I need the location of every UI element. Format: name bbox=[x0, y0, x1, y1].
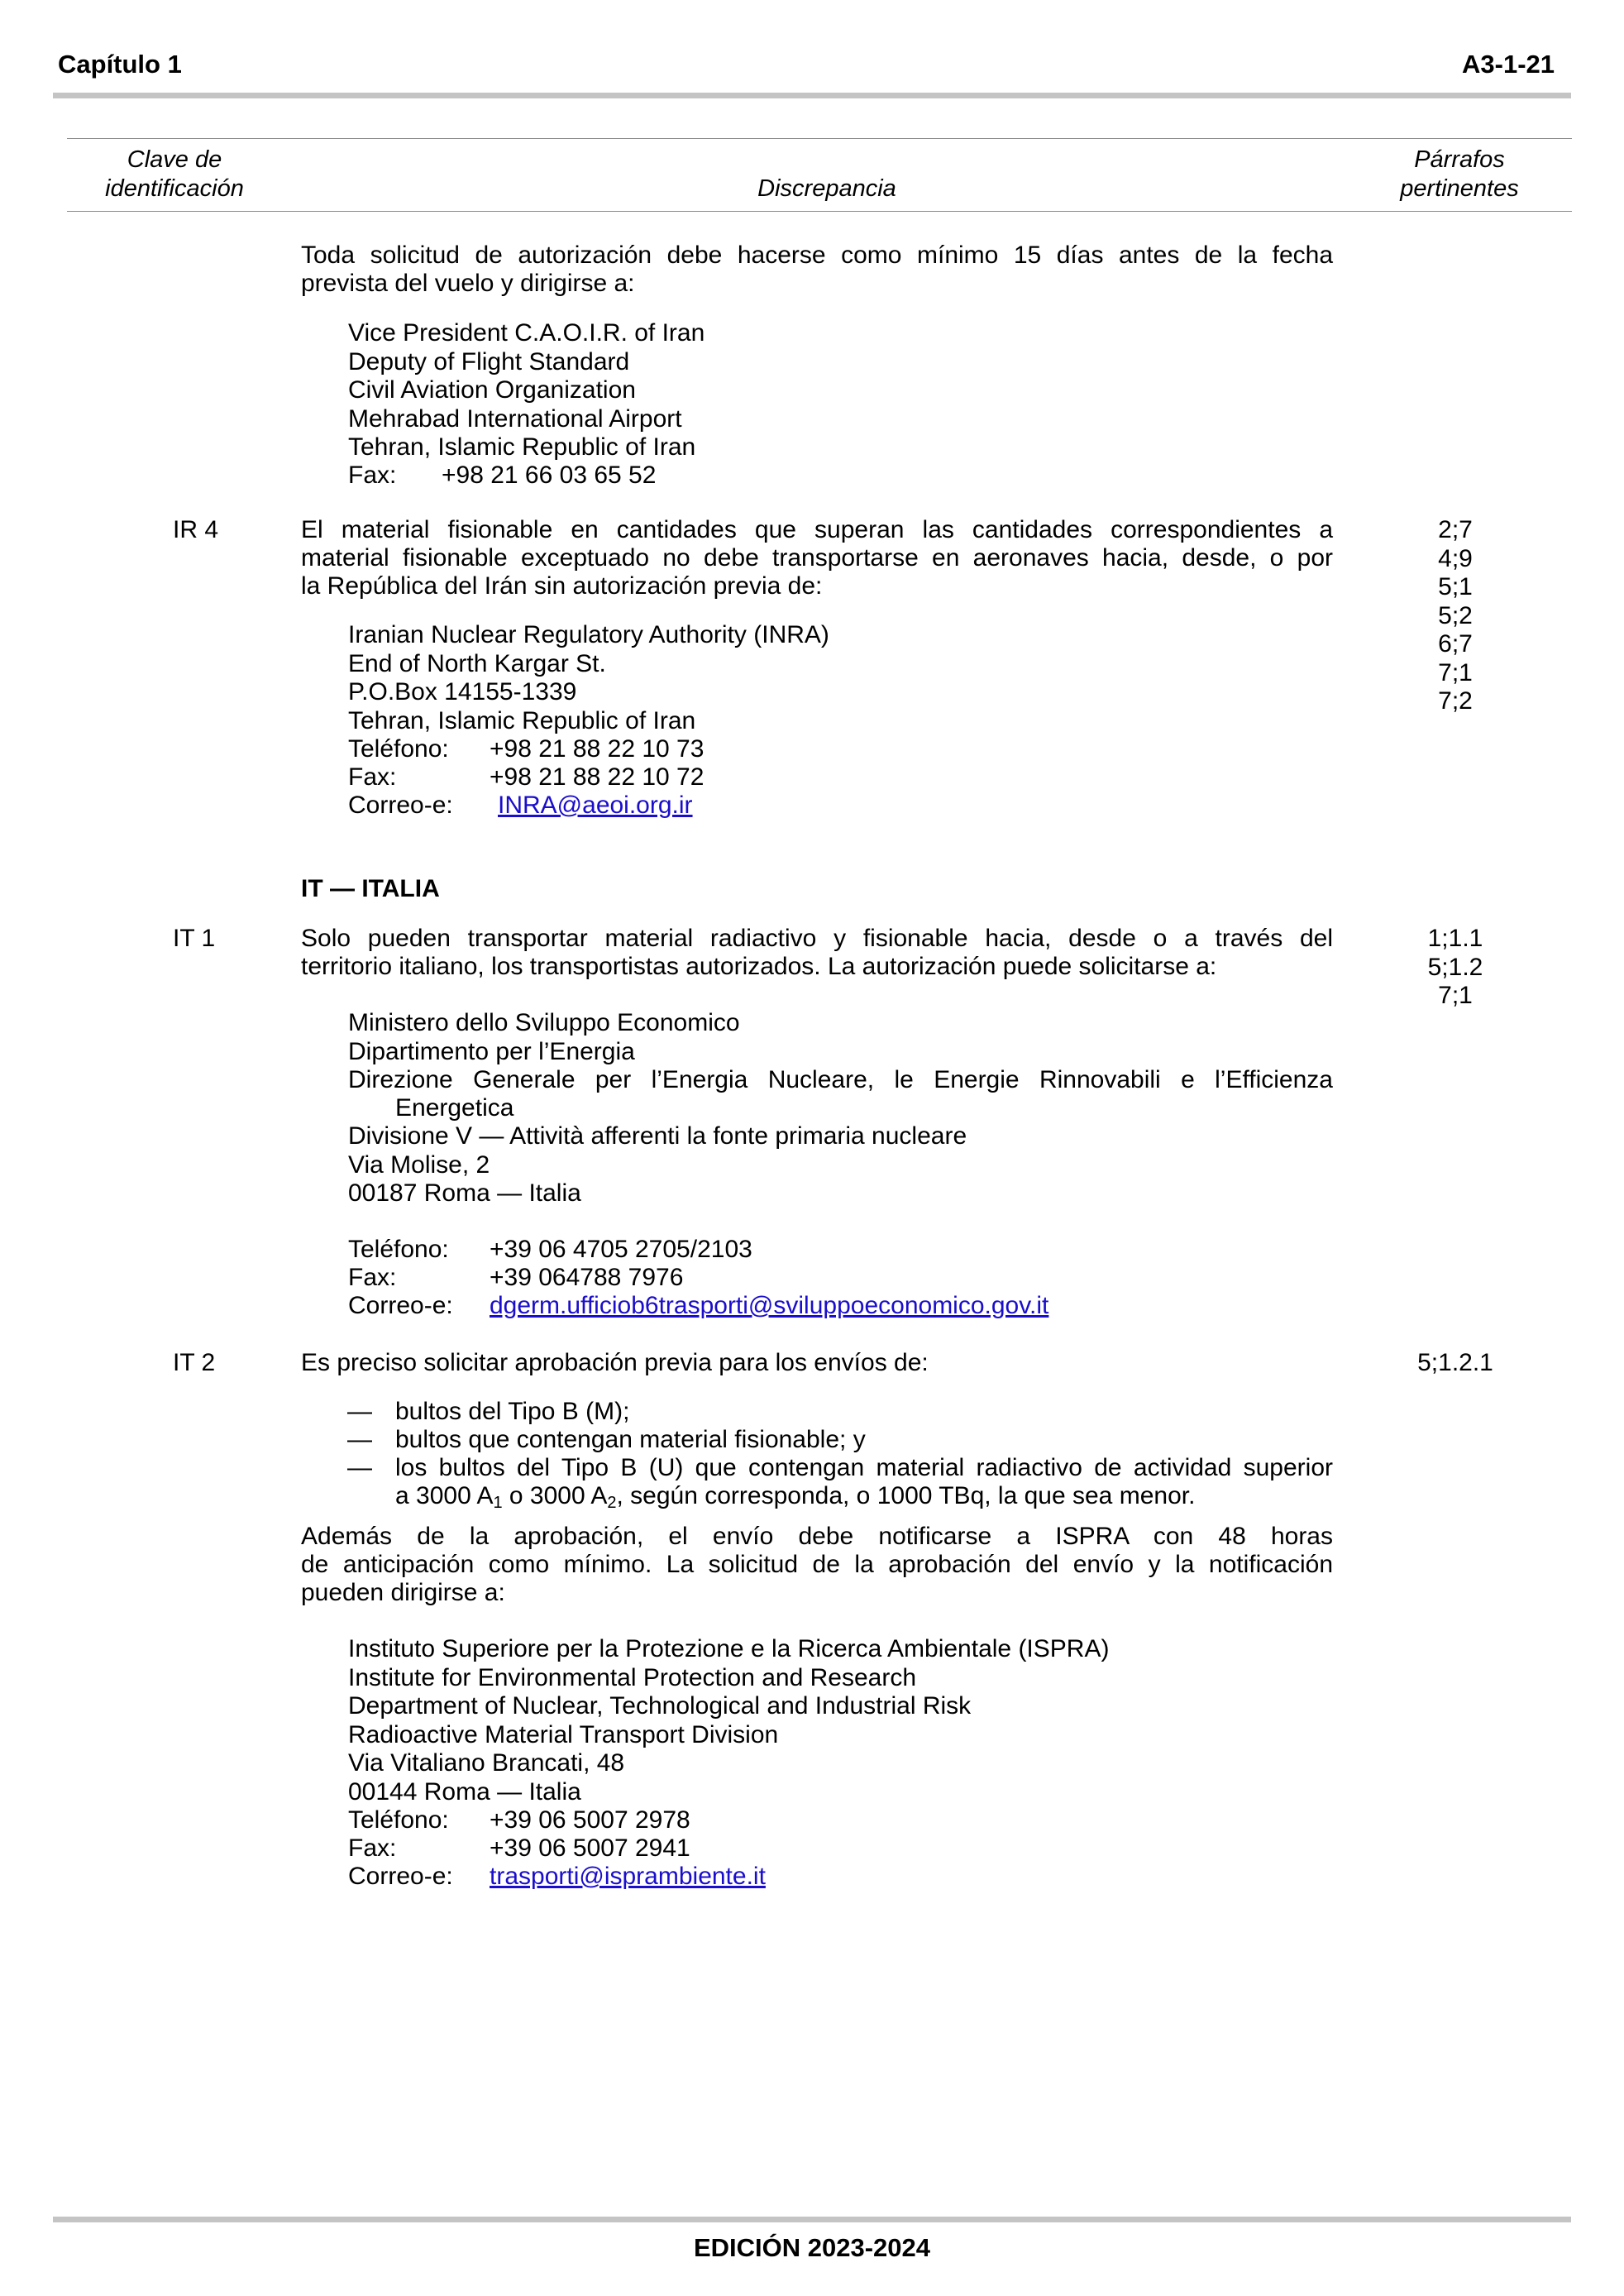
it1-line-2: territorio italiano, los transportistas autorizados. La autorización puede solicitarse a: bbox=[301, 953, 1217, 980]
it1-fax-label: Fax: bbox=[348, 1264, 397, 1291]
address-line: Mehrabad International Airport bbox=[348, 404, 682, 433]
address-line: Dipartimento per l’Energia bbox=[348, 1037, 635, 1065]
key-it2: IT 2 bbox=[173, 1349, 216, 1376]
column-header-key-line2: identificación bbox=[105, 175, 244, 202]
it1-fax-value: +39 064788 7976 bbox=[490, 1264, 684, 1291]
paragraph-ref: 7;2 bbox=[1438, 687, 1473, 715]
ir4-tel-value: +98 21 88 22 10 73 bbox=[490, 735, 705, 763]
text-fragment: a 3000 A bbox=[395, 1482, 494, 1509]
header-rule bbox=[53, 93, 1571, 98]
paragraph-ref: 2;7 bbox=[1438, 516, 1473, 543]
it1-email-label: Correo-e: bbox=[348, 1292, 453, 1319]
mise-address-top bbox=[348, 1009, 740, 1066]
text-fragment: , según corresponda, o 1000 TBq, la que sea menor. bbox=[616, 1482, 1196, 1509]
it1-line-1: Solo pueden transportar material radiactivo y fisionable hacia, desde o a través del bbox=[301, 925, 1333, 952]
ir4-fax-value: +98 21 88 22 10 72 bbox=[490, 763, 705, 791]
paragraph-ref: 5;1 bbox=[1438, 573, 1473, 600]
it2-line-1: Es preciso solicitar aprobación previa para los envíos de: bbox=[301, 1349, 929, 1376]
address-line: 00187 Roma — Italia bbox=[348, 1179, 581, 1207]
mise-address-directorate-cont: Energetica bbox=[395, 1094, 514, 1122]
it2-fax-value: +39 06 5007 2941 bbox=[490, 1834, 690, 1862]
address-line: Institute for Environmental Protection and Research bbox=[348, 1663, 917, 1691]
address-line: Tehran, Islamic Republic of Iran bbox=[348, 706, 696, 734]
intro-fax-value: +98 21 66 03 65 52 bbox=[442, 462, 657, 489]
it2-bullet-3-line-2 bbox=[395, 1482, 1195, 1511]
address-line: End of North Kargar St. bbox=[348, 649, 606, 677]
subscript: 2 bbox=[607, 1494, 617, 1512]
it2-bullet-3-line-1: los bultos del Tipo B (U) que contengan material radiactivo de actividad superior bbox=[395, 1454, 1333, 1481]
iran-caoi-address bbox=[348, 319, 705, 462]
table-header-rule bbox=[67, 211, 1572, 212]
paragraph-ref: 5;1.2.1 bbox=[1417, 1349, 1493, 1376]
footer-rule bbox=[53, 2217, 1571, 2222]
address-line: Via Vitaliano Brancati, 48 bbox=[348, 1749, 625, 1777]
key-ir4: IR 4 bbox=[173, 516, 219, 543]
column-header-paragraphs-line1: Párrafos bbox=[1414, 146, 1505, 173]
address-line: Vice President C.A.O.I.R. of Iran bbox=[348, 319, 705, 347]
paragraph-ref: 1;1.1 bbox=[1427, 925, 1483, 952]
it1-tel-label: Teléfono: bbox=[348, 1236, 449, 1263]
column-header-paragraphs-line2: pertinentes bbox=[1400, 175, 1519, 202]
section-heading-italia: IT — ITALIA bbox=[301, 875, 440, 902]
paragraph-ref: 7;1 bbox=[1438, 658, 1473, 686]
address-line: Ministero dello Sviluppo Economico bbox=[348, 1009, 740, 1036]
it1-tel-value: +39 06 4705 2705/2103 bbox=[490, 1236, 752, 1263]
it2-fax-label: Fax: bbox=[348, 1834, 397, 1862]
paragraph-ref: 7;1 bbox=[1438, 982, 1473, 1009]
address-line: Via Molise, 2 bbox=[348, 1150, 490, 1179]
it1-paragraphs bbox=[1373, 925, 1538, 1011]
intro-line-2: prevista del vuelo y dirigirse a: bbox=[301, 270, 635, 297]
table-top-rule bbox=[67, 138, 1572, 139]
it2-para2-line-3: pueden dirigirse a: bbox=[301, 1579, 505, 1606]
paragraph-ref: 5;1.2 bbox=[1427, 953, 1483, 981]
address-line: P.O.Box 14155-1339 bbox=[348, 678, 577, 706]
ir4-paragraphs bbox=[1373, 516, 1538, 716]
bullet-dash: — bbox=[347, 1454, 372, 1481]
column-header-key-line1: Clave de bbox=[127, 146, 222, 173]
ir4-fax-label: Fax: bbox=[348, 763, 397, 791]
subscript: 1 bbox=[493, 1494, 503, 1512]
column-header-key bbox=[71, 146, 278, 203]
ir4-tel-label: Teléfono: bbox=[348, 735, 449, 763]
it2-paragraphs bbox=[1373, 1349, 1538, 1378]
ir4-line-3: la República del Irán sin autorización previa de: bbox=[301, 572, 823, 600]
ir4-line-1: El material fisionable en cantidades que superan las cantidades correspondientes a bbox=[301, 516, 1333, 543]
edition-footer: EDICIÓN 2023-2024 bbox=[693, 2233, 931, 2262]
intro-fax-label: Fax: bbox=[348, 462, 397, 489]
inra-email-link[interactable]: INRA@aeoi.org.ir bbox=[498, 792, 693, 819]
bullet-dash: — bbox=[347, 1398, 372, 1425]
key-it1: IT 1 bbox=[173, 925, 216, 952]
paragraph-ref: 5;2 bbox=[1438, 601, 1473, 629]
mise-email-link[interactable]: dgerm.ufficiob6trasporti@sviluppoeconomico.gov.it bbox=[490, 1292, 1049, 1319]
mise-address-bottom bbox=[348, 1122, 967, 1208]
ir4-email-label: Correo-e: bbox=[348, 792, 453, 819]
ispra-address bbox=[348, 1635, 1109, 1806]
address-line: Iranian Nuclear Regulatory Authority (INRA) bbox=[348, 621, 829, 648]
ir4-line-2: material fisionable exceptuado no debe transportarse en aeronaves hacia, desde, o por bbox=[301, 544, 1333, 572]
ispra-email-link[interactable]: trasporti@isprambiente.it bbox=[490, 1863, 766, 1890]
it2-email-label: Correo-e: bbox=[348, 1863, 453, 1890]
it2-tel-label: Teléfono: bbox=[348, 1806, 449, 1834]
address-line: Department of Nuclear, Technological and Industrial Risk bbox=[348, 1692, 972, 1720]
page-reference: A3-1-21 bbox=[1462, 50, 1555, 79]
it2-para2-line-1: Además de la aprobación, el envío debe notificarse a ISPRA con 48 horas bbox=[301, 1523, 1333, 1550]
chapter-title: Capítulo 1 bbox=[58, 50, 182, 79]
paragraph-ref: 4;9 bbox=[1438, 544, 1473, 572]
bullet-dash: — bbox=[347, 1426, 372, 1453]
it2-tel-value: +39 06 5007 2978 bbox=[490, 1806, 690, 1834]
address-line: Divisione V — Attività afferenti la fonte primaria nucleare bbox=[348, 1122, 967, 1150]
it2-bullet-2: bultos que contengan material fisionable; y bbox=[395, 1426, 866, 1453]
column-header-discrepancy: Discrepancia bbox=[757, 175, 896, 202]
address-line: Deputy of Flight Standard bbox=[348, 347, 630, 375]
inra-address bbox=[348, 621, 829, 735]
it2-para2-line-2: de anticipación como mínimo. La solicitud de la aprobación del envío y la notificación bbox=[301, 1551, 1333, 1578]
it2-bullet-1: bultos del Tipo B (M); bbox=[395, 1398, 630, 1425]
address-line: Radioactive Material Transport Division bbox=[348, 1720, 779, 1748]
address-line: Tehran, Islamic Republic of Iran bbox=[348, 433, 696, 461]
address-line: 00144 Roma — Italia bbox=[348, 1777, 581, 1806]
intro-line-1: Toda solicitud de autorización debe hacerse como mínimo 15 días antes de la fecha bbox=[301, 242, 1333, 269]
address-line: Civil Aviation Organization bbox=[348, 376, 636, 404]
address-line: Instituto Superiore per la Protezione e la Ricerca Ambientale (ISPRA) bbox=[348, 1635, 1110, 1662]
paragraph-ref: 6;7 bbox=[1438, 630, 1473, 658]
mise-address-directorate: Direzione Generale per l’Energia Nucleare, le Energie Rinnovabili e l’Efficienza bbox=[348, 1066, 1333, 1093]
text-fragment: o 3000 A bbox=[502, 1482, 608, 1509]
column-header-paragraphs bbox=[1377, 146, 1542, 203]
